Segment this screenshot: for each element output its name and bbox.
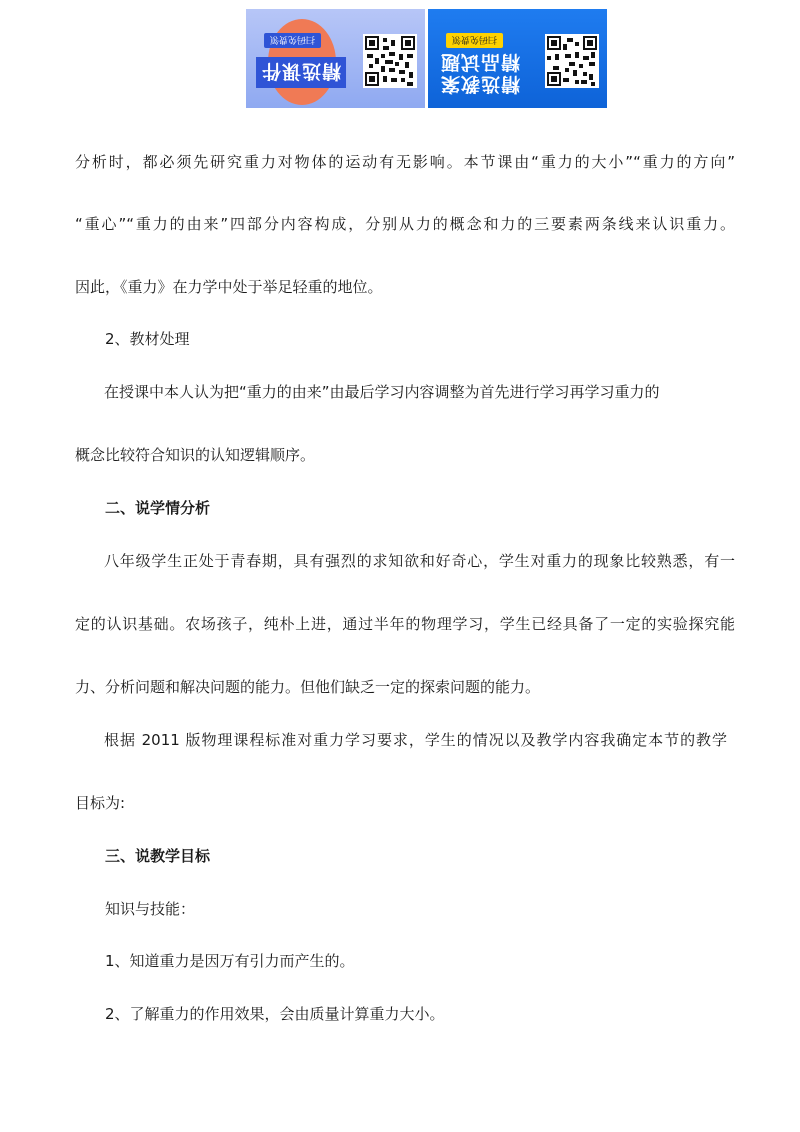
promo-panel-lesson-plans[interactable] — [428, 9, 607, 108]
paragraph-line: 分析时，都必须先研究重力对物体的运动有无影响。本节课由“重力的大小”“重力的方向” — [75, 153, 735, 171]
promo-title — [440, 51, 520, 95]
paragraph-line: 力、分析问题和解决问题的能力。但他们缺乏一定的探索问题的能力。 — [75, 678, 541, 696]
paragraph-line: 定的认识基础。农场孩子，纯朴上进，通过半年的物理学习，学生已经具备了一定的实验探究能 — [75, 615, 735, 633]
promo-title-line: 精品试题 — [440, 51, 521, 73]
promo-tag: 扫码免费领 — [264, 33, 321, 48]
list-item: 2、了解重力的作用效果，会由质量计算重力大小。 — [105, 1005, 445, 1023]
section-subheading: 2、教材处理 — [105, 330, 190, 348]
qr-code-icon[interactable] — [363, 34, 417, 88]
section-heading: 二、说学情分析 — [105, 499, 211, 517]
section-subheading: 知识与技能： — [105, 900, 196, 918]
paragraph-line: 因此，《重力》在力学中处于举足轻重的地位。 — [75, 278, 383, 296]
paragraph-line: 在授课中本人认为把“重力的由来”由最后学习内容调整为首先进行学习再学习重力的 — [104, 383, 660, 401]
paragraph-line: 概念比较符合知识的认知逻辑顺序。 — [75, 446, 316, 464]
qr-code-icon[interactable] — [545, 34, 599, 88]
paragraph-line: 根据 2011 版物理课程标准对重力学习要求，学生的情况以及教学内容我确定本节的教学 — [104, 731, 727, 749]
promo-panel-courseware[interactable] — [246, 9, 425, 108]
promo-title: 精选课件 — [256, 57, 346, 88]
paragraph-line: 目标为: — [75, 794, 126, 812]
section-heading: 三、说教学目标 — [105, 847, 211, 865]
list-item: 1、知道重力是因万有引力而产生的。 — [105, 952, 355, 970]
paragraph-line: 八年级学生正处于青春期，具有强烈的求知欲和好奇心，学生对重力的现象比较熟悉，有一 — [104, 552, 735, 570]
promo-tag: 扫码免费领 — [446, 33, 503, 48]
paragraph-line: “重心”“重力的由来”四部分内容构成，分别从力的概念和力的三要素两条线来认识重力。 — [75, 215, 735, 233]
promo-banner[interactable] — [246, 9, 608, 108]
promo-title-line: 精选教案 — [440, 73, 521, 95]
